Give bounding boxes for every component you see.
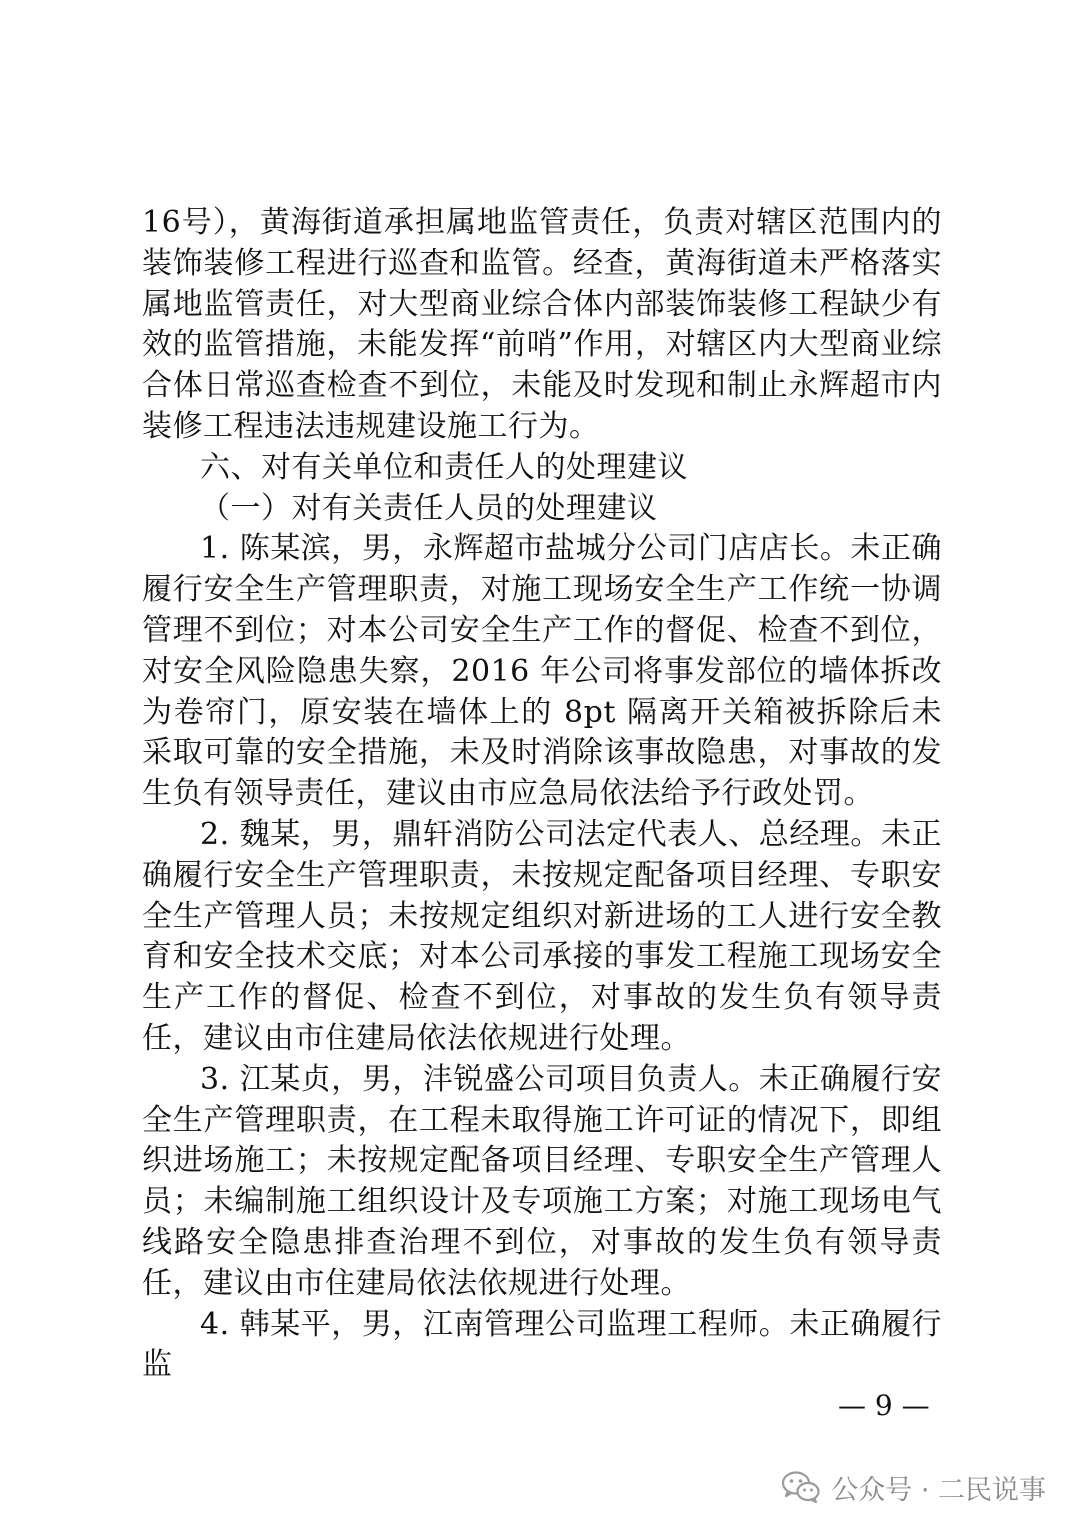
paragraph-item-4: 4. 韩某平，男，江南管理公司监理工程师。未正确履行监 [142,1306,942,1383]
section-heading: 六、对有关单位和责任人的处理建议 [200,449,688,485]
document-body [142,203,942,1386]
watermark-text: 公众号 · 二民说事 [831,1474,1046,1506]
paragraph-item-3: 3. 江某贞，男，沣锐盛公司项目负责人。未正确履行安全生产管理职责，在工程未取得施工许可证的情况下，即组织进场施工；未按规定配备项目经理、专职安全生产管理人员；未编制施工组织设计及专项施工方案；对施工现场电气线路安全隐患排查治理不到位，对事故的发生负有领导责任，建议由市住建局依法依规进行处理。 [142,1061,942,1301]
page-number: — 9 — [838,1389,930,1422]
paragraph-continuation: 16号），黄海街道承担属地监管责任，负责对辖区范围内的装饰装修工程进行巡查和监管。经查，黄海街道未严格落实属地监管责任，对大型商业综合体内部装饰装修工程缺少有效的监管措施，未能发挥“前哨”作用，对辖区内大型商业综合体日常巡查检查不到位，未能及时发现和制止永辉超市内装修工程违法违规建设施工行为。 [142,205,942,444]
paragraph-item-1: 1. 陈某滨，男，永辉超市盐城分公司门店店长。未正确履行安全生产管理职责，对施工现场安全生产工作统一协调管理不到位；对本公司安全生产工作的督促、检查不到位，对安全风险隐患失察，2016 年公司将事发部位的墙体拆改为卷帘门，原安装在墙体上的 8pt 隔离开关箱被拆除后未采取可靠的安全措施，未及时消除该事故隐患，对事故的发生负有领导责任，建议由市应急局依法给予行政处罚。 [142,531,942,812]
paragraph-item-2: 2. 魏某，男，鼎轩消防公司法定代表人、总经理。未正确履行安全生产管理职责，未按规定配备项目经理、专职安全生产管理人员；未按规定组织对新进场的工人进行安全教育和安全技术交底；对本公司承接的事发工程施工现场安全生产工作的督促、检查不到位，对事故的发生负有领导责任，建议由市住建局依法依规进行处理。 [142,816,942,1056]
watermark [781,1467,1046,1507]
wechat-icon [781,1470,821,1504]
subsection-heading: （一）对有关责任人员的处理建议 [200,490,658,526]
